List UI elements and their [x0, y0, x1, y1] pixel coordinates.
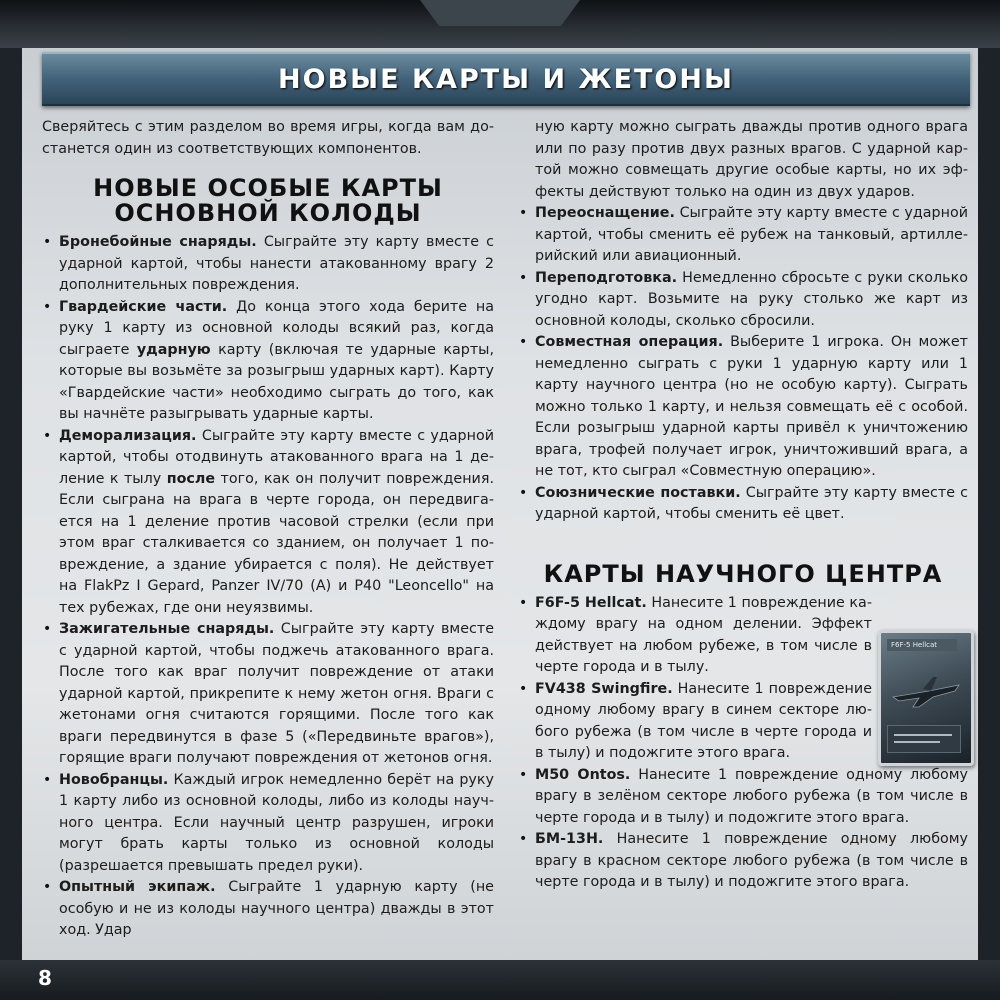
- item-emphasis: ударную: [136, 341, 211, 358]
- item-term: FV438 Swingfire.: [535, 680, 673, 697]
- item-text: Нанесите 1 повреждение каждому врагу на одном делении. Эффект действует на любом рубеже, в том числе в черте города и в тылу.: [535, 594, 872, 675]
- item-term: Опытный экипаж.: [59, 879, 216, 895]
- card-title: F6F-5 Hellcat: [887, 639, 957, 651]
- bottom-bar: [0, 960, 1000, 1000]
- item-text: Сыграйте эту карту вместе с ударной картой, чтобы сменить её цвет.: [535, 484, 968, 522]
- item-term: Переоснащение.: [535, 205, 675, 221]
- item-text: Сыграйте эту карту вместе с ударной картой, чтобы сменить её рубеж на танковый, артиллерийский или авиационный.: [535, 205, 968, 264]
- special-cards-list-continued: [518, 117, 968, 526]
- section-heading-special-cards: [42, 176, 494, 226]
- list-item-continuation: [518, 117, 968, 203]
- item-term: Совместная операция.: [535, 334, 724, 350]
- item-text: ную карту можно сыграть дважды против одного врага или по разу против двух разных врагов. С ударной картой можно совмещать другие особые карты, но их эффекты действуют только на один из двух ударов.: [535, 119, 968, 200]
- item-term: Бронебойные снаряды.: [59, 234, 257, 250]
- item-text: До конца этого хода берите на руку 1 карту из основной колоды всякий раз, когда сыграете: [59, 298, 494, 358]
- list-item: [42, 877, 494, 942]
- item-term: Новобранцы.: [59, 771, 169, 788]
- section-heading-research-cards: КАРТЫ НАУЧНОГО ЦЕНТРА: [543, 559, 943, 588]
- item-text: Сыграйте эту карту вместе с ударной картой, чтобы нанести атакованному врагу 2 дополнительных повреждения.: [59, 234, 494, 293]
- list-item: [518, 268, 968, 333]
- hellcat-card-image: [878, 630, 974, 766]
- item-text: Сыграйте эту карту вместе с ударной картой, чтобы поджечь атакованного врага. После того как враг получит повреждение от атаки ударной картой, прикрепите к нему жетон огня. Враги с жетонами огня считаются горящими. После того как враги передвинутся в фазе 5 («Передвиньте врагов»), горящие враги получают повреждения от жетонов огня.: [59, 621, 494, 766]
- item-text: карту (включая те ударные карты, которые вы возьмёте за розыгрыш ударных карт). Карту «Гвардейские части» необходимо сыграть до того, как вы начнёте разыгрывать ударные карты.: [59, 341, 494, 422]
- item-emphasis: после: [166, 470, 216, 487]
- top-notch-decoration: [420, 0, 580, 26]
- item-term: Деморализация.: [59, 427, 197, 444]
- page-title: НОВЫЕ КАРТЫ И ЖЕТОНЫ: [278, 63, 734, 95]
- list-item: [42, 619, 494, 770]
- item-term: Зажигательные снаряды.: [59, 621, 275, 637]
- intro-text: Сверяйтесь с этим разделом во время игры, когда вам достанется один из соответствующих компонентов.: [42, 119, 494, 157]
- item-term: БМ-13Н.: [535, 831, 604, 847]
- list-item: [518, 483, 968, 526]
- item-text: Выберите 1 игрока. Он может немедленно сыграть с руки 1 ударную карту или 1 карту научного центра (но не особую карту). Сыграть можно только 1 карту, и нельзя совмещать её с особой. Если розыгрыш ударной карты привёл к уничтожению врага, трофей получает игрок, уничтоживший врага, а не тот, кто сыграл «Совместную операцию».: [535, 334, 968, 479]
- item-text: Нанесите 1 повреждение одному любому врагу в красном секторе любого рубежа (в том числе в черте города и в тылу) и подожгите этого врага.: [535, 831, 968, 890]
- section-heading-line-1: НОВЫЕ ОСОБЫЕ КАРТЫ: [93, 174, 443, 202]
- list-item: [518, 829, 968, 894]
- item-text: того, как он получит повреждения. Если сыграна на врага в черте города, он передвигается на 1 деление против часовой стрелки (если при этом враг сталкивается со зданием, он получает 1 повреждение, а здание убирается с поля). Не действует на FlakPz I Gepard, Panzer IV/70 (A) и P40 "Leoncello" на тех рубежах, где они неуязвимы.: [59, 470, 494, 616]
- item-term: Гвардейские части.: [59, 298, 228, 315]
- item-text: Сыграйте 1 ударную карту (не особую и не из колоды научного центра) дважды в этот ход. Удар: [59, 879, 494, 938]
- item-term: Переподготовка.: [535, 269, 678, 286]
- list-item: [42, 232, 494, 297]
- item-text: Каждый игрок немедленно берёт на руку 1 карту либо из основной колоды, либо из колоды научного центра. Если научный центр разрушен, игроки могут брать карты только из основной колоды (разрешается превышать предел руки).: [59, 771, 494, 874]
- section-heading-line-2: ОСНОВНОЙ КОЛОДЫ: [114, 199, 422, 227]
- page-number: 8: [38, 966, 52, 990]
- title-banner: [42, 52, 970, 106]
- list-item: [518, 203, 968, 268]
- list-item: [518, 332, 968, 483]
- left-column: [42, 117, 494, 942]
- item-term: F6F-5 Hellcat.: [535, 594, 647, 611]
- item-term: M50 Ontos.: [535, 766, 631, 783]
- item-text: Сыграйте эту карту вместе с ударной картой, чтобы отодвинуть атакованного врага на 1 деление к тылу: [59, 427, 494, 487]
- item-text: Нанесите 1 повреждение одному любому врагу в зелёном секторе любого рубежа (в том числе в черте города и в тылу) и подожгите этого врага.: [535, 766, 968, 826]
- right-column: [518, 117, 968, 894]
- card-text-area: [887, 725, 961, 753]
- list-item: [42, 297, 494, 426]
- special-cards-list: [42, 232, 494, 942]
- item-text: Нанесите 1 повреждение одному любому врагу в синем секторе любого рубежа (в том числе в черте города и в тылу) и подожгите этого врага.: [535, 680, 872, 761]
- airplane-icon: [889, 667, 963, 717]
- list-item: [42, 770, 494, 878]
- list-item: [42, 426, 494, 620]
- item-text: Немедленно сбросьте с руки сколько угодно карт. Возьмите на руку столько же карт из основной колоды, сколько сбросили.: [535, 269, 968, 329]
- item-term: Союзнические поставки.: [535, 484, 741, 501]
- list-item: [518, 765, 968, 830]
